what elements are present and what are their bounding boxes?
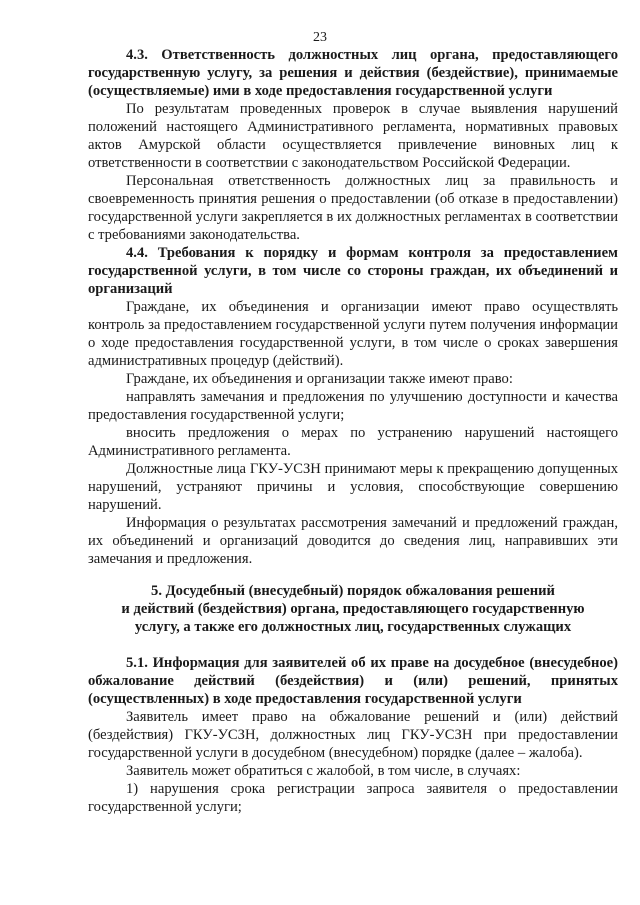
section-4-4-paragraph: Должностные лица ГКУ-УСЗН принимают меры к прекращению допущенных нарушений, устраняют причины и условия, способствующие совершению нарушений.	[88, 461, 618, 513]
page-number: 23	[313, 30, 327, 45]
document-body	[88, 46, 618, 816]
section-5-1-paragraph: Заявитель может обратиться с жалобой, в том числе, в случаях:	[126, 763, 521, 779]
section-5-title-line: 5. Досудебный (внесудебный) порядок обжалования решений	[151, 583, 555, 599]
section-5-1-paragraph: Заявитель имеет право на обжалование решений и (или) действий (бездействия) ГКУ-УСЗН, должностных лиц ГКУ-УСЗН при предоставлении государственной услуги в досудебном (внесудебном) порядке (далее – жалоба).	[88, 709, 618, 761]
section-4-3-paragraph: Персональная ответственность должностных лиц за правильность и своевременность принятия решения о предоставлении (об отказе в предоставлении) государственной услуги закрепляется в их должностных регламентах в соответствии с требованиями законодательства.	[88, 173, 618, 243]
section-5-title-line: услугу, а также его должностных лиц, государственных служащих	[134, 619, 572, 635]
section-5-title-line: и действий (бездействия) органа, предоставляющего государственную	[121, 601, 585, 617]
section-4-4-paragraph: направлять замечания и предложения по улучшению доступности и качества предоставления государственной услуги;	[88, 389, 618, 423]
section-4-3-heading: 4.3. Ответственность должностных лиц органа, предоставляющего государственную услугу, за решения и действия (бездействие), принимаемые (осуществляемые) ими в ходе предоставления государственной услуги	[88, 47, 618, 99]
section-4-4-heading: 4.4. Требования к порядку и формам контроля за предоставлением государственной услуги, в том числе со стороны граждан, их объединений и организаций	[88, 245, 618, 297]
section-gap	[88, 568, 618, 582]
section-gap	[88, 636, 618, 654]
section-4-4-paragraph: Граждане, их объединения и организации имеют право осуществлять контроль за предоставлением государственной услуги путем получения информации о ходе предоставления государственной услуги, в том числе о сроках завершения административных процедур (действий).	[88, 299, 618, 369]
section-4-4-paragraph: Граждане, их объединения и организации также имеют право:	[126, 371, 513, 387]
section-4-3-paragraph: По результатам проведенных проверок в случае выявления нарушений положений настоящего Административного регламента, нормативных правовых актов Амурской области осуществляется привлечение виновных лиц к ответственности в соответствии с законодательством Российской Федерации.	[88, 101, 618, 171]
section-5-1-heading: 5.1. Информация для заявителей об их праве на досудебное (внесудебное) обжалование действий (бездействия) и (или) решений, принятых (осуществленных) в ходе предоставления государственной услуги	[88, 655, 618, 707]
section-5-1-paragraph: 1) нарушения срока регистрации запроса заявителя о предоставлении государственной услуги;	[88, 781, 618, 815]
section-4-4-paragraph: вносить предложения о мерах по устранению нарушений настоящего Административного регламента.	[88, 425, 618, 459]
section-4-4-paragraph: Информация о результатах рассмотрения замечаний и предложений граждан, их объединений и организаций доводится до сведения лиц, направивших эти замечания и предложения.	[88, 515, 618, 567]
